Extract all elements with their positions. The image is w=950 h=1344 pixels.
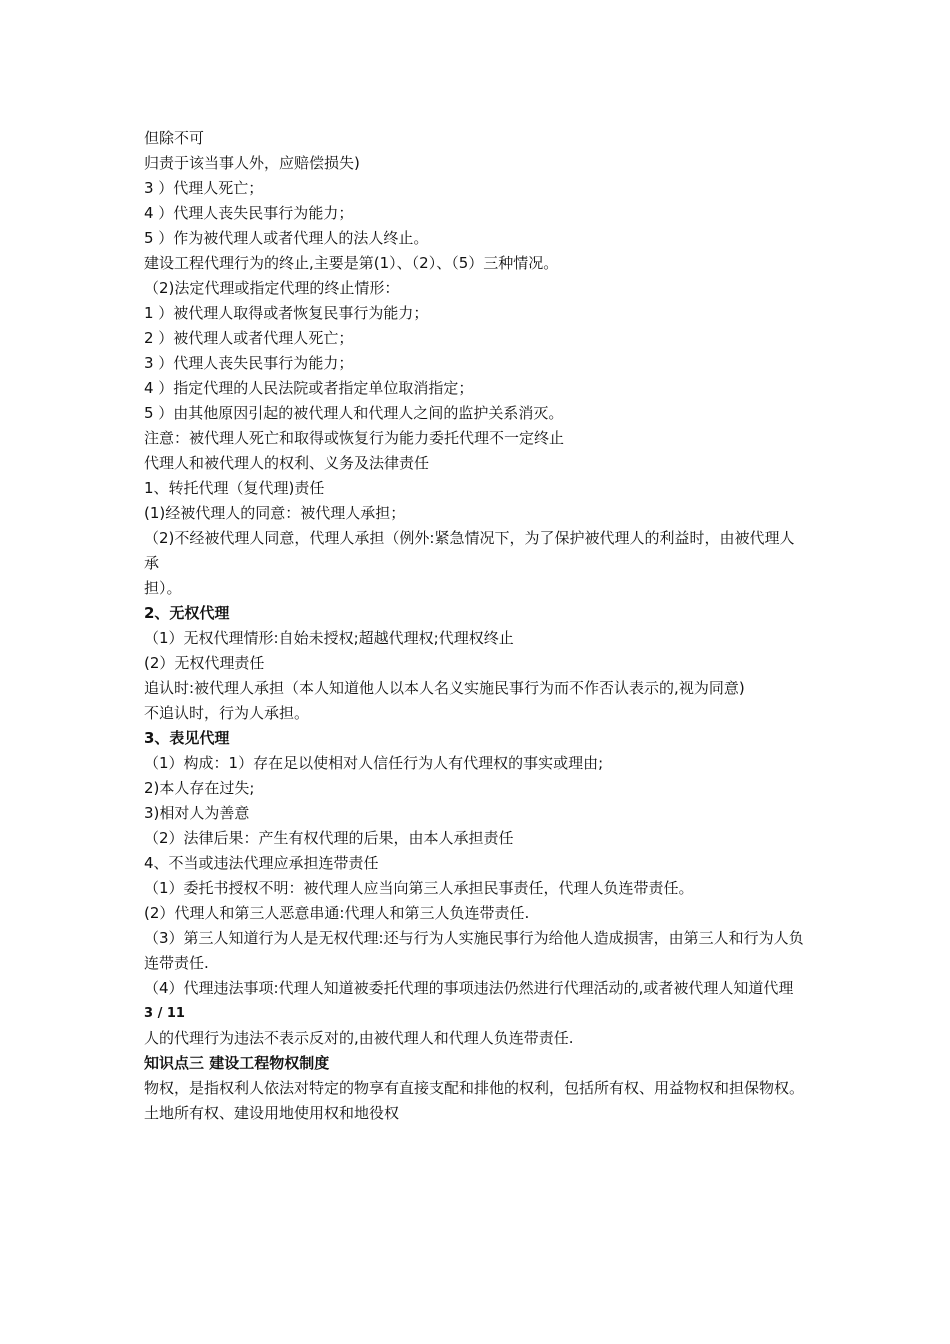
text-line: 1 ）被代理人取得或者恢复民事行为能力； [144,304,429,322]
text-line: 人的代理行为违法不表示反对的,由被代理人和代理人负连带责任. [144,1029,574,1047]
text-line: 但除不可 [144,129,205,147]
text-line: 注意：被代理人死亡和取得或恢复行为能力委托代理不一定终止 [144,429,565,447]
text-line: （4）代理违法事项:代理人知道被委托代理的事项违法仍然进行代理活动的,或者被代理人知道代理 [144,979,794,997]
text-line: 4 ）指定代理的人民法院或者指定单位取消指定； [144,379,474,397]
text-line: 5 ）由其他原因引起的被代理人和代理人之间的监护关系消灭。 [144,404,564,422]
text-line: 追认时:被代理人承担（本人知道他人以本人名义实施民事行为而不作否认表示的,视为同意) [144,679,745,697]
text-line: 土地所有权、建设用地使用权和地役权 [144,1104,400,1122]
text-line: （2）法律后果：产生有权代理的后果，由本人承担责任 [144,829,514,847]
section-heading: 3、表见代理 [144,729,230,747]
text-line: 物权，是指权利人依法对特定的物享有直接支配和排他的权利，包括所有权、用益物权和担保物权。 [144,1079,805,1097]
text-line: （2)不经被代理人同意，代理人承担（例外:紧急情况下，为了保护被代理人的利益时，由被代理人承 [144,529,795,572]
text-line: （3）第三人知道行为人是无权代理:还与行为人实施民事行为给他人造成损害，由第三人和行为人负 [144,929,804,947]
text-line: 1、转托代理（复代理)责任 [144,479,325,497]
text-line: (1)经被代理人的同意：被代理人承担； [144,504,406,522]
text-line: 5 ）作为被代理人或者代理人的法人终止。 [144,229,429,247]
text-line: 建设工程代理行为的终止,主要是第(1）、（2）、（5）三种情况。 [144,254,559,272]
text-line: 3 ）代理人死亡； [144,179,264,197]
text-line: 3 ）代理人丧失民事行为能力； [144,354,354,372]
text-line: （1）无权代理情形:自始未授权;超越代理权;代理权终止 [144,629,514,647]
text-line: 担）。 [144,579,182,597]
section-heading: 知识点三 建设工程物权制度 [144,1054,330,1072]
text-line: 2 ）被代理人或者代理人死亡； [144,329,354,347]
text-line: 不追认时，行为人承担。 [144,704,310,722]
section-heading: 2、无权代理 [144,604,230,622]
text-line: (2）无权代理责任 [144,654,265,672]
text-line: 4、不当或违法代理应承担连带责任 [144,854,379,872]
text-line: （2)法定代理或指定代理的终止情形： [144,279,400,297]
text-line: 连带责任. [144,954,209,972]
text-line: （1）委托书授权不明：被代理人应当向第三人承担民事责任，代理人负连带责任。 [144,879,694,897]
text-line: (2）代理人和第三人恶意串通:代理人和第三人负连带责任. [144,904,530,922]
document-body [144,126,809,1126]
text-line: 代理人和被代理人的权利、义务及法律责任 [144,454,430,472]
page-number: 3 / 11 [144,1006,185,1021]
text-line: 3)相对人为善意 [144,804,250,822]
text-line: 2)本人存在过失; [144,779,255,797]
text-line: 4 ）代理人丧失民事行为能力； [144,204,354,222]
text-line: 归责于该当事人外，应赔偿损失) [144,154,360,172]
text-line: （1）构成：1）存在足以使相对人信任行为人有代理权的事实或理由; [144,754,604,772]
